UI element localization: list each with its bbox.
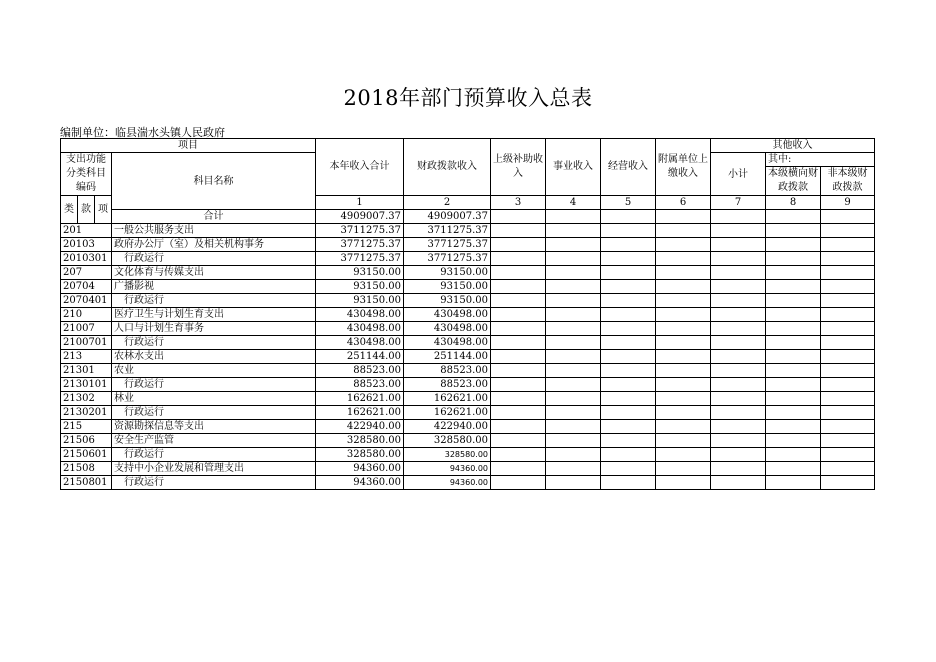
empty-cell [601,252,656,266]
empty-cell [821,252,875,266]
header-kuan: 款 [78,196,95,224]
row-subject-name: 行政运行 [112,406,316,420]
empty-cell [491,476,546,490]
empty-cell [711,266,766,280]
empty-cell [601,434,656,448]
row-fiscal-allocation: 93150.00 [404,280,491,294]
empty-cell [656,420,711,434]
empty-cell [821,420,875,434]
row-total-income: 251144.00 [316,350,404,364]
row-total-income: 328580.00 [316,448,404,462]
empty-cell [491,462,546,476]
empty-cell [711,238,766,252]
empty-cell [821,378,875,392]
empty-cell [656,322,711,336]
empty-cell [711,434,766,448]
empty-cell [821,434,875,448]
header-project: 项目 [61,139,316,153]
empty-cell [766,308,821,322]
empty-cell [711,336,766,350]
total-fiscal-value: 4909007.37 [404,210,491,224]
empty-cell [491,266,546,280]
row-total-income: 430498.00 [316,308,404,322]
row-fiscal-allocation: 3711275.37 [404,224,491,238]
empty-cell [821,266,875,280]
row-code: 2130101 [61,378,112,392]
empty-cell [601,420,656,434]
row-fiscal-allocation: 93150.00 [404,294,491,308]
empty-cell [821,336,875,350]
empty-cell [546,476,601,490]
empty-cell [766,420,821,434]
empty-cell [546,462,601,476]
empty-cell [491,392,546,406]
col-num: 3 [491,196,546,210]
row-subject-name: 广播影视 [112,280,316,294]
empty-cell [601,294,656,308]
empty-cell [546,336,601,350]
row-total-income: 93150.00 [316,266,404,280]
empty-cell [491,280,546,294]
header-of-which: 其中: [766,153,875,167]
empty-cell [656,476,711,490]
empty-cell [546,434,601,448]
table-row [61,406,875,420]
empty-cell [491,322,546,336]
row-subject-name: 人口与计划生育事务 [112,322,316,336]
row-code: 2010301 [61,252,112,266]
row-code: 2150601 [61,448,112,462]
table-row [61,392,875,406]
empty-cell [766,266,821,280]
empty-cell [821,238,875,252]
row-fiscal-allocation: 162621.00 [404,406,491,420]
empty-cell [601,476,656,490]
empty-cell [711,280,766,294]
header-total-income: 本年收入合计 [316,139,404,196]
empty-cell [711,406,766,420]
row-code: 210 [61,308,112,322]
empty-cell [546,266,601,280]
row-fiscal-allocation: 251144.00 [404,350,491,364]
row-fiscal-allocation: 430498.00 [404,322,491,336]
empty-cell [491,336,546,350]
empty-cell [601,238,656,252]
row-code: 20704 [61,280,112,294]
empty-cell [656,280,711,294]
empty-cell [546,420,601,434]
row-fiscal-allocation: 3771275.37 [404,238,491,252]
empty-cell [656,336,711,350]
empty-cell [656,434,711,448]
empty-cell [711,462,766,476]
row-code: 21508 [61,462,112,476]
row-total-income: 3771275.37 [316,238,404,252]
header-business-income: 事业收入 [546,139,601,196]
empty-cell [711,392,766,406]
empty-cell [821,350,875,364]
empty-cell [766,224,821,238]
empty-cell [546,308,601,322]
empty-cell [546,238,601,252]
empty-cell [491,308,546,322]
empty-cell [656,392,711,406]
row-total-income: 328580.00 [316,434,404,448]
empty-cell [821,392,875,406]
row-total-income: 88523.00 [316,378,404,392]
unit-label: 编制单位：临县湍水头镇人民政府 [60,126,225,139]
empty-cell [766,434,821,448]
empty-cell [711,224,766,238]
empty-cell [766,448,821,462]
empty-cell [491,224,546,238]
empty-cell [546,280,601,294]
empty-cell [546,252,601,266]
row-fiscal-allocation: 94360.00 [404,476,491,490]
empty-cell [711,420,766,434]
header-upper-subsidy: 上级补助收入 [491,139,546,196]
empty-cell [766,462,821,476]
empty-cell [766,252,821,266]
row-total-income: 88523.00 [316,364,404,378]
empty-cell [601,336,656,350]
empty-cell [546,406,601,420]
header-func-code: 支出功能分类科目编码 [61,153,112,196]
empty-cell [656,238,711,252]
empty-cell [766,406,821,420]
empty-cell [656,406,711,420]
row-code: 20103 [61,238,112,252]
empty-cell [601,280,656,294]
header-same-level: 本级横向财政拨款 [766,167,821,196]
empty-cell [656,462,711,476]
total-income-value: 4909007.37 [316,210,404,224]
total-label: 合计 [112,210,316,224]
row-subject-name: 行政运行 [112,378,316,392]
empty-cell [546,378,601,392]
empty-cell [546,294,601,308]
empty-cell [711,378,766,392]
empty-cell [711,448,766,462]
empty-cell [601,392,656,406]
table-row [61,476,875,490]
row-code: 207 [61,266,112,280]
empty-cell [601,350,656,364]
empty-cell [601,266,656,280]
row-subject-name: 行政运行 [112,252,316,266]
table-row [61,322,875,336]
row-total-income: 422940.00 [316,420,404,434]
empty-cell [821,448,875,462]
empty-cell [766,336,821,350]
empty-cell [656,224,711,238]
empty-cell [766,350,821,364]
empty-cell [601,322,656,336]
row-subject-name: 农业 [112,364,316,378]
col-num: 5 [601,196,656,210]
col-num: 6 [656,196,711,210]
row-fiscal-allocation: 430498.00 [404,336,491,350]
row-code: 2130201 [61,406,112,420]
empty-cell [656,350,711,364]
header-cat: 类 [61,196,78,224]
table-row [61,434,875,448]
row-subject-name: 林业 [112,392,316,406]
col-num: 7 [711,196,766,210]
row-total-income: 93150.00 [316,280,404,294]
empty-cell [821,406,875,420]
empty-cell [546,392,601,406]
empty-cell [601,406,656,420]
header-other-income: 其他收入 [711,139,875,153]
empty-cell [546,448,601,462]
empty-cell [601,308,656,322]
col-num: 8 [766,196,821,210]
row-code: 2150801 [61,476,112,490]
empty-cell [546,350,601,364]
empty-cell [656,308,711,322]
empty-cell [766,294,821,308]
empty-cell [766,476,821,490]
empty-cell [491,420,546,434]
empty-cell [821,476,875,490]
empty-cell [491,406,546,420]
row-subject-name: 行政运行 [112,294,316,308]
empty-cell [711,476,766,490]
empty-cell [711,364,766,378]
empty-cell [656,364,711,378]
empty-cell [491,252,546,266]
header-fiscal-allocation: 财政拨款收入 [404,139,491,196]
row-subject-name: 资源勘探信息等支出 [112,420,316,434]
empty-cell [491,448,546,462]
table-row [61,420,875,434]
table-row [61,280,875,294]
row-fiscal-allocation: 422940.00 [404,420,491,434]
empty-cell [766,238,821,252]
table-row [61,294,875,308]
row-total-income: 162621.00 [316,392,404,406]
col-num: 9 [821,196,875,210]
empty-cell [711,294,766,308]
row-code: 2100701 [61,336,112,350]
table-row [61,308,875,322]
row-fiscal-allocation: 88523.00 [404,364,491,378]
header-non-same-level: 非本级财政拨款 [821,167,875,196]
empty-cell [546,364,601,378]
empty-cell [601,448,656,462]
header-xiang: 项 [95,196,112,224]
row-total-income: 94360.00 [316,476,404,490]
row-fiscal-allocation: 328580.00 [404,434,491,448]
row-subject-name: 政府办公厅（室）及相关机构事务 [112,238,316,252]
row-code: 201 [61,224,112,238]
empty-cell [546,322,601,336]
row-code: 213 [61,350,112,364]
row-fiscal-allocation: 94360.00 [404,462,491,476]
row-fiscal-allocation: 430498.00 [404,308,491,322]
empty-cell [656,448,711,462]
empty-cell [711,322,766,336]
row-subject-name: 行政运行 [112,476,316,490]
row-fiscal-allocation: 93150.00 [404,266,491,280]
row-fiscal-allocation: 162621.00 [404,392,491,406]
header-subtotal: 小计 [711,153,766,196]
table-row [61,378,875,392]
empty-cell [656,378,711,392]
row-subject-name: 行政运行 [112,336,316,350]
row-total-income: 430498.00 [316,322,404,336]
empty-cell [491,364,546,378]
empty-cell [601,378,656,392]
empty-cell [766,364,821,378]
empty-cell [711,308,766,322]
empty-cell [546,224,601,238]
row-total-income: 3771275.37 [316,252,404,266]
page-title: 2018年部门预算收入总表 [343,86,593,110]
table-row [61,364,875,378]
row-code: 21007 [61,322,112,336]
row-subject-name: 一般公共服务支出 [112,224,316,238]
row-fiscal-allocation: 88523.00 [404,378,491,392]
empty-cell [656,294,711,308]
row-total-income: 94360.00 [316,462,404,476]
col-num: 1 [316,196,404,210]
row-code: 215 [61,420,112,434]
col-num: 4 [546,196,601,210]
empty-cell [821,462,875,476]
table-row [61,462,875,476]
empty-cell [821,364,875,378]
table-row [61,266,875,280]
empty-cell [821,280,875,294]
row-fiscal-allocation: 328580.00 [404,448,491,462]
empty-cell [821,224,875,238]
row-subject-name: 农林水支出 [112,350,316,364]
empty-cell [656,266,711,280]
row-total-income: 162621.00 [316,406,404,420]
row-code: 21506 [61,434,112,448]
empty-cell [491,350,546,364]
row-subject-name: 医疗卫生与计划生育支出 [112,308,316,322]
budget-income-table [60,138,875,490]
table-row [61,252,875,266]
header-operating-income: 经营收入 [601,139,656,196]
row-code: 2070401 [61,294,112,308]
empty-cell [711,252,766,266]
empty-cell [766,378,821,392]
empty-cell [766,280,821,294]
row-total-income: 3711275.37 [316,224,404,238]
table-row [61,336,875,350]
row-fiscal-allocation: 3771275.37 [404,252,491,266]
row-code: 21302 [61,392,112,406]
table-row [61,448,875,462]
row-subject-name: 支持中小企业发展和管理支出 [112,462,316,476]
table-row [61,224,875,238]
row-subject-name: 文化体育与传媒支出 [112,266,316,280]
table-row [61,350,875,364]
empty-cell [821,308,875,322]
empty-cell [601,364,656,378]
row-subject-name: 行政运行 [112,448,316,462]
row-total-income: 430498.00 [316,336,404,350]
empty-cell [491,434,546,448]
empty-cell [656,252,711,266]
header-subject-name: 科目名称 [112,153,316,210]
empty-cell [601,224,656,238]
empty-cell [766,392,821,406]
empty-cell [601,462,656,476]
row-code: 21301 [61,364,112,378]
header-affiliated-income: 附属单位上缴收入 [656,139,711,196]
empty-cell [711,350,766,364]
empty-cell [491,378,546,392]
col-num: 2 [404,196,491,210]
empty-cell [821,294,875,308]
empty-cell [821,322,875,336]
empty-cell [491,294,546,308]
row-subject-name: 安全生产监管 [112,434,316,448]
empty-cell [491,238,546,252]
table-row [61,238,875,252]
row-total-income: 93150.00 [316,294,404,308]
empty-cell [766,322,821,336]
